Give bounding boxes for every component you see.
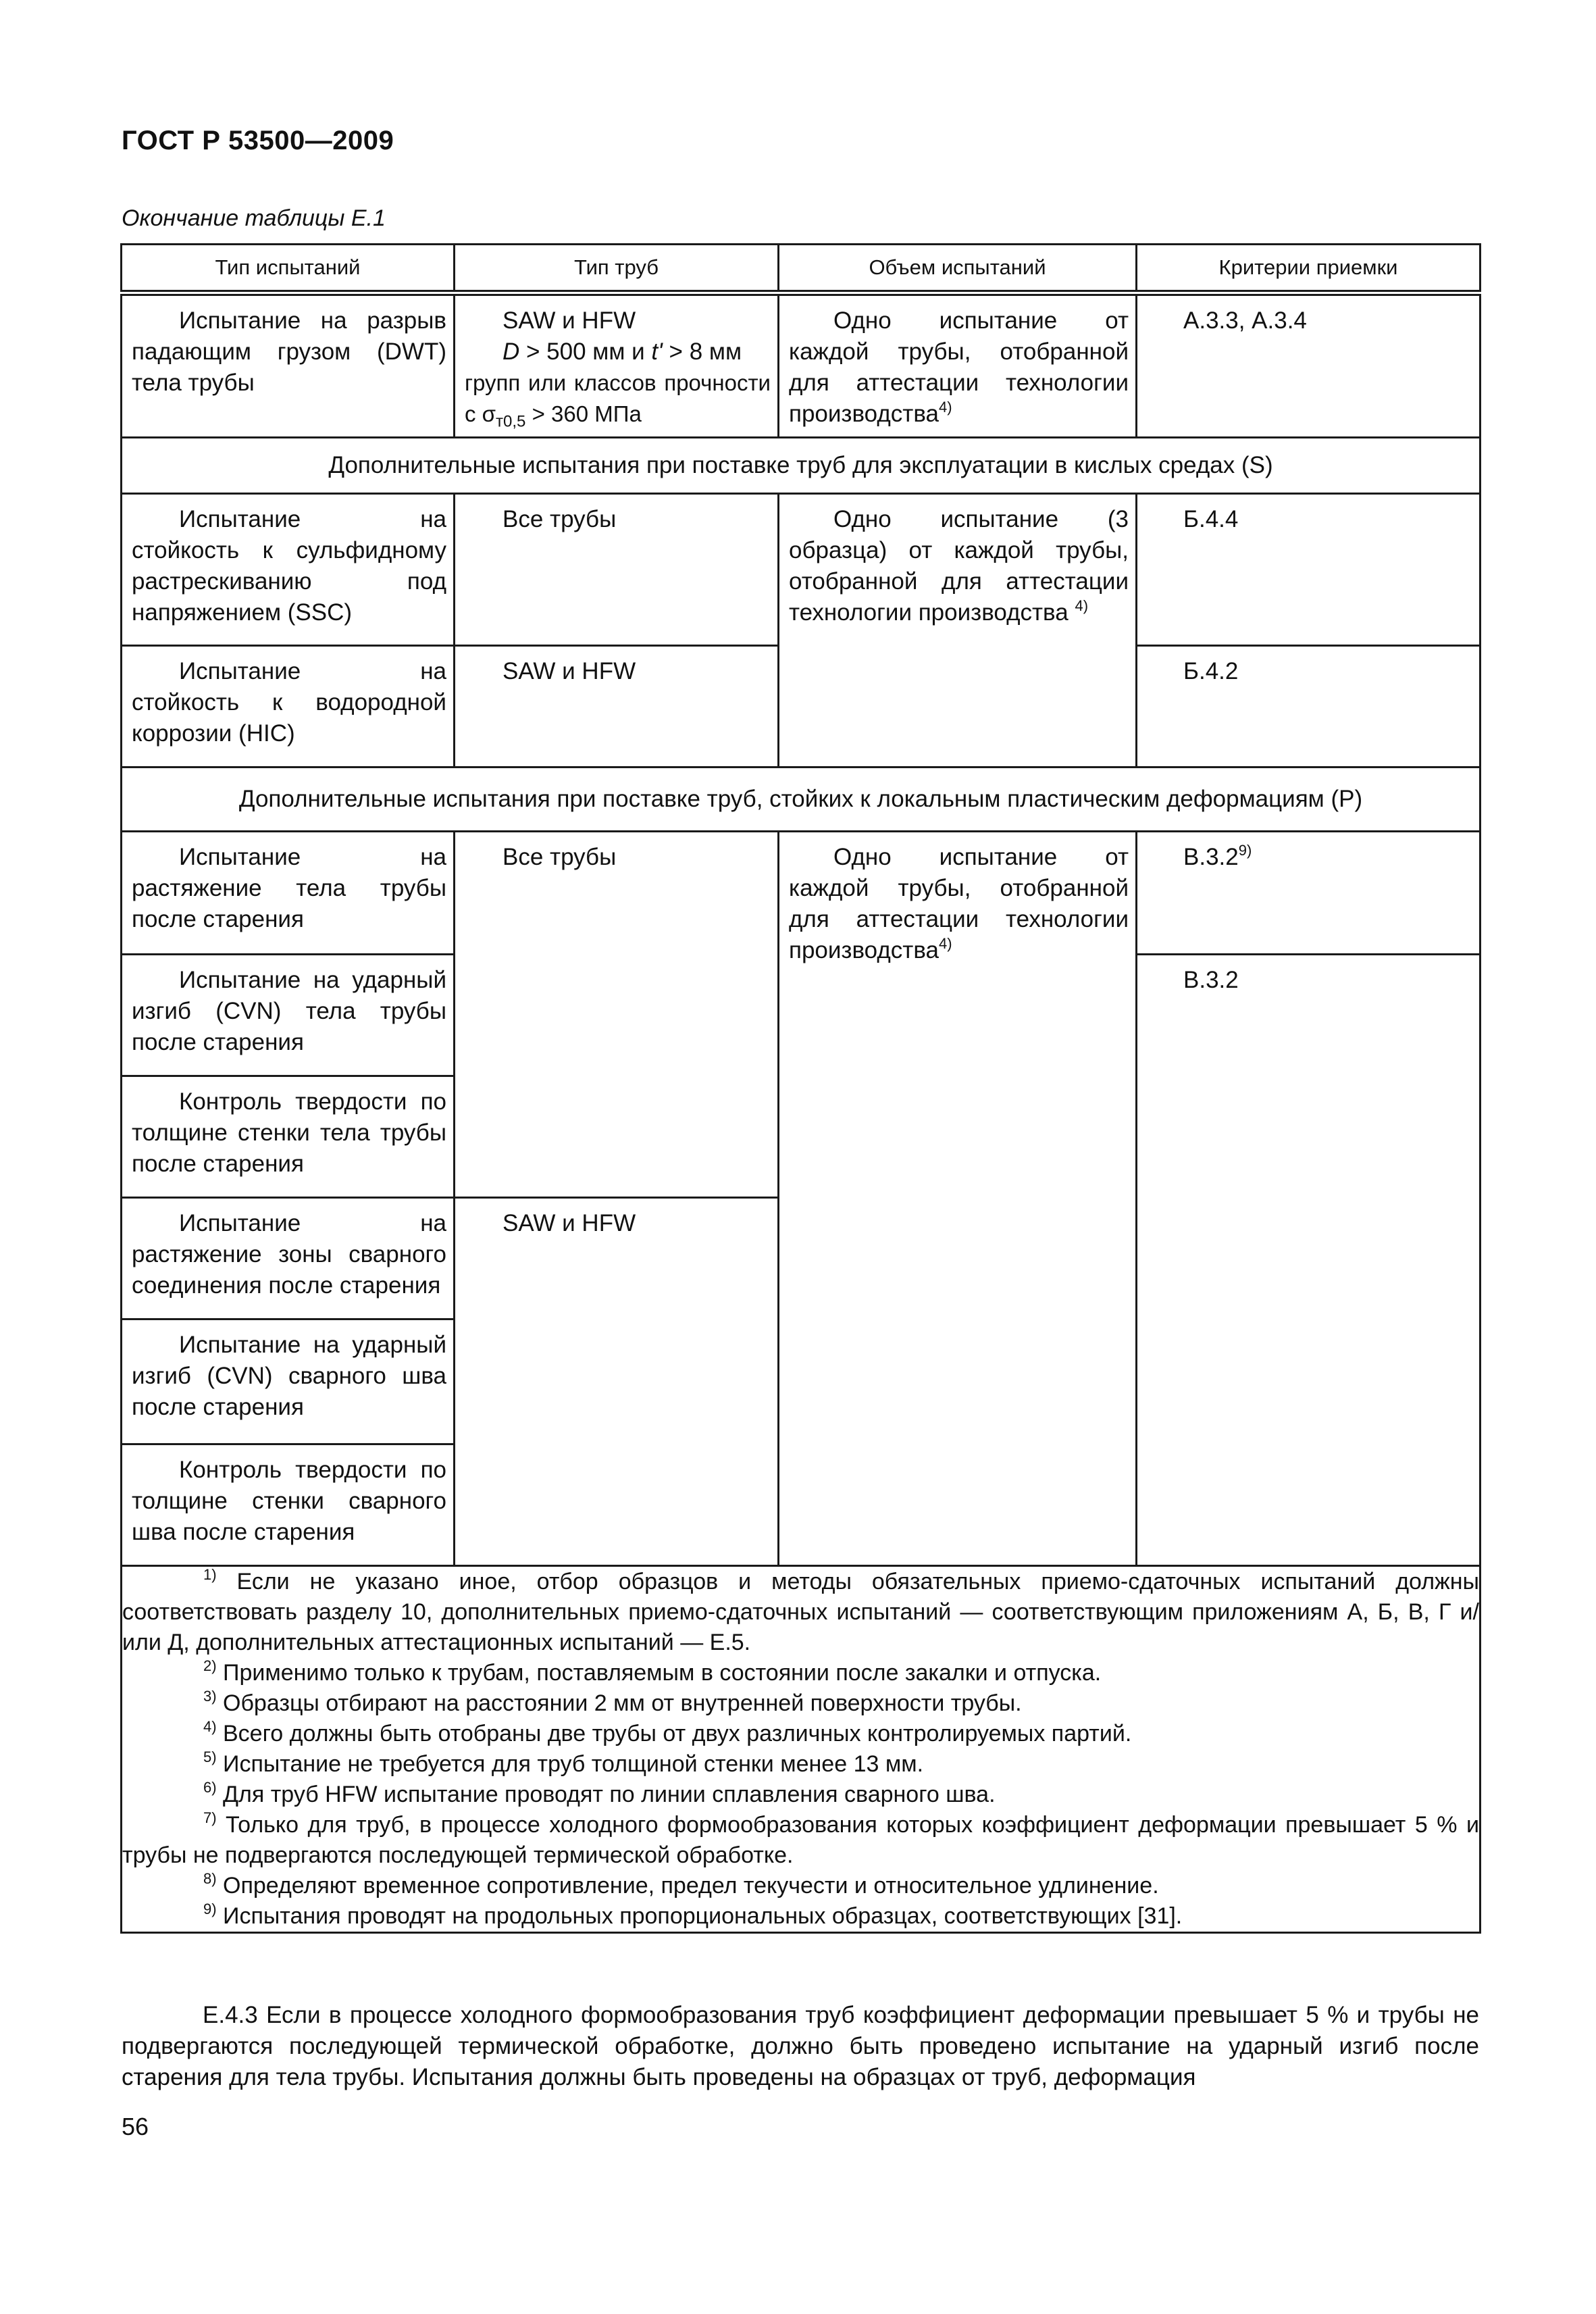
strength-value: > 360 МПа xyxy=(525,401,642,426)
pipe-type-text: Все трубы xyxy=(503,844,617,870)
footnote-text: Образцы отбирают на расстоянии 2 мм от внутренней поверхности трубы. xyxy=(216,1690,1022,1716)
section-title-plastic-deformation: Дополнительные испытания при поставке труб, стойких к локальным пластическим деформациям (P) xyxy=(122,768,1481,832)
footnote-text: Испытания проводят на продольных пропорциональных образцах, соответствующих [31]. xyxy=(216,1903,1183,1929)
footnote xyxy=(122,1749,1479,1780)
pipe-type-strength-line xyxy=(465,368,771,430)
test-volume-cell xyxy=(779,494,1137,768)
acceptance-criteria-cell xyxy=(1137,955,1481,1566)
page-number: 56 xyxy=(122,2113,149,2140)
notes-row xyxy=(122,1566,1481,1933)
footnote-text: Только для труб, в процессе холодного формообразования которых коэффициент деформации превышает 5 % и трубы не подвергаются последующей термической обработке. xyxy=(122,1812,1479,1868)
footnote-mark: 2) xyxy=(203,1657,217,1674)
footnote-mark: 5) xyxy=(203,1749,217,1765)
acceptance-criteria-text: А.3.3, А.3.4 xyxy=(1183,307,1307,334)
test-volume-value: Одно испытание (3 образца) от каждой трубы, отобранной для аттестации технологии производства xyxy=(789,506,1129,626)
pipe-type-line: SAW и HFW xyxy=(503,307,636,334)
footnote-ref: 4) xyxy=(1075,597,1089,614)
section-row-sour-service xyxy=(122,438,1481,494)
footnote xyxy=(122,1780,1479,1810)
test-type-cell xyxy=(122,1198,455,1319)
footnote xyxy=(122,1567,1479,1658)
acceptance-criteria-text xyxy=(1137,832,1479,880)
table-row xyxy=(122,293,1481,438)
pipe-type-text xyxy=(455,296,777,436)
test-volume-text xyxy=(779,495,1135,635)
test-volume-value: Одно испытание от каждой трубы, отобранной для аттестации технологии производства xyxy=(789,307,1129,427)
test-type-cell xyxy=(122,494,455,646)
footnote xyxy=(122,1901,1479,1932)
test-type-text: Испытание на растяжение тела трубы после старения xyxy=(132,844,446,932)
test-type-text: Испытание на разрыв падающим грузом (DWT) тела трубы xyxy=(132,307,446,396)
thickness-condition: > 8 мм xyxy=(662,338,742,365)
test-type-text: Испытание на стойкость к сульфидному растрескиванию под напряжением (SSC) xyxy=(132,506,446,626)
document-code-header: ГОСТ Р 53500—2009 xyxy=(122,126,394,155)
acceptance-criteria-value: В.3.2 xyxy=(1183,844,1239,870)
test-type-text: Испытание на ударный изгиб (CVN) тела трубы после старения xyxy=(132,967,446,1055)
test-type-cell xyxy=(122,1444,455,1566)
footnote-text: Испытание не требуется для труб толщиной стенки менее 13 мм. xyxy=(216,1751,924,1777)
column-header-acceptance-criteria: Критерии приемки xyxy=(1137,245,1481,293)
column-header-test-volume: Объем испытаний xyxy=(779,245,1137,293)
test-volume-value: Одно испытание от каждой трубы, отобранной для аттестации технологии производства xyxy=(789,844,1129,963)
test-type-cell xyxy=(122,955,455,1076)
table-row xyxy=(122,494,1481,646)
test-volume-text xyxy=(779,832,1135,973)
test-type-text: Испытание на стойкость к водородной коррозии (HIC) xyxy=(132,658,446,747)
test-type-text: Контроль твердости по толщине стенки тела трубы после старения xyxy=(132,1088,446,1177)
test-type-cell xyxy=(122,832,455,955)
footnote-text: Применимо только к трубам, поставляемым в состоянии после закалки и отпуска. xyxy=(216,1660,1102,1686)
test-volume-cell xyxy=(779,293,1137,438)
test-type-cell xyxy=(122,1076,455,1198)
acceptance-criteria-cell xyxy=(1137,646,1481,768)
test-type-cell xyxy=(122,293,455,438)
acceptance-criteria-cell xyxy=(1137,293,1481,438)
footnote-text: Определяют временное сопротивление, предел текучести и относительное удлинение. xyxy=(216,1873,1159,1898)
footnote-ref: 4) xyxy=(939,399,952,416)
body-paragraph-e43: Е.4.3 Если в процессе холодного формообразования труб коэффициент деформации превышает 5 % и трубы не подвергаются последующей термической обработке, должно быть проведено испытание на ударный изгиб после старения для тела трубы. Испытания должны быть проведены на образцах от труб, деформация xyxy=(122,2002,1479,2090)
test-type-cell xyxy=(122,1319,455,1444)
thickness-symbol: t' xyxy=(651,338,663,365)
test-volume-text xyxy=(779,296,1135,436)
table-header-row xyxy=(122,245,1481,293)
test-type-cell xyxy=(122,646,455,768)
footnote xyxy=(122,1658,1479,1688)
pipe-type-cell xyxy=(455,1198,779,1566)
footnote-mark: 8) xyxy=(203,1870,217,1887)
requirements-table xyxy=(120,243,1481,1934)
strength-condition: групп или классов прочности с σ xyxy=(465,370,771,426)
footnote-text: Для труб HFW испытание проводят по линии сплавления сварного шва. xyxy=(216,1782,996,1807)
footnote-mark: 1) xyxy=(203,1566,217,1583)
footnote-ref: 4) xyxy=(939,935,952,952)
footnote-mark: 6) xyxy=(203,1779,217,1796)
footnote-text: Если не указано иное, отбор образцов и методы обязательных приемо-сдаточных испытаний должны соответствовать разделу 10, дополнительных приемо-сдаточных испытаний — соответствующим приложениям А, Б, В, Г и/или Д, дополнительных аттестационных испытаний — Е.5. xyxy=(122,1569,1479,1655)
test-volume-cell xyxy=(779,832,1137,1566)
strength-subscript: т0,5 xyxy=(496,412,526,431)
footnote xyxy=(122,1810,1479,1871)
acceptance-criteria-cell xyxy=(1137,832,1481,955)
table-caption: Окончание таблицы Е.1 xyxy=(122,205,386,231)
test-type-text: Контроль твердости по толщине стенки сварного шва после старения xyxy=(132,1457,446,1545)
section-title-sour-service: Дополнительные испытания при поставке труб для эксплуатации в кислых средах (S) xyxy=(122,438,1481,494)
diameter-condition: > 500 мм и xyxy=(519,338,652,365)
acceptance-criteria-text: Б.4.2 xyxy=(1183,658,1239,684)
pipe-type-cell xyxy=(455,494,779,646)
footnote-mark: 9) xyxy=(203,1901,217,1917)
footnote-text: Всего должны быть отобраны две трубы от двух различных контролируемых партий. xyxy=(216,1721,1132,1746)
pipe-type-cell xyxy=(455,646,779,768)
footnote xyxy=(122,1871,1479,1901)
pipe-type-text: SAW и HFW xyxy=(503,1210,636,1236)
test-type-text: Испытание на ударный изгиб (CVN) сварного шва после старения xyxy=(132,1332,446,1420)
footnote-mark: 4) xyxy=(203,1718,217,1735)
pipe-type-cell xyxy=(455,832,779,1198)
footnote xyxy=(122,1688,1479,1719)
pipe-type-text: Все трубы xyxy=(503,506,617,532)
column-header-test-type: Тип испытаний xyxy=(122,245,455,293)
acceptance-criteria-text: Б.4.4 xyxy=(1183,506,1239,532)
table-row xyxy=(122,832,1481,955)
diameter-symbol: D xyxy=(503,338,520,365)
test-type-text: Испытание на растяжение зоны сварного соединения после старения xyxy=(132,1210,446,1299)
acceptance-criteria-text: В.3.2 xyxy=(1183,967,1239,993)
footnote-mark: 3) xyxy=(203,1688,217,1705)
table-footnotes xyxy=(122,1566,1481,1933)
footnote-ref: 9) xyxy=(1238,842,1252,859)
pipe-type-text: SAW и HFW xyxy=(503,658,636,684)
footnote-mark: 7) xyxy=(203,1809,217,1826)
acceptance-criteria-cell xyxy=(1137,494,1481,646)
section-row-plastic-deformation xyxy=(122,768,1481,832)
pipe-type-dimension-line xyxy=(465,336,771,368)
column-header-pipe-type: Тип труб xyxy=(455,245,779,293)
pipe-type-cell xyxy=(455,293,779,438)
footnote xyxy=(122,1719,1479,1749)
